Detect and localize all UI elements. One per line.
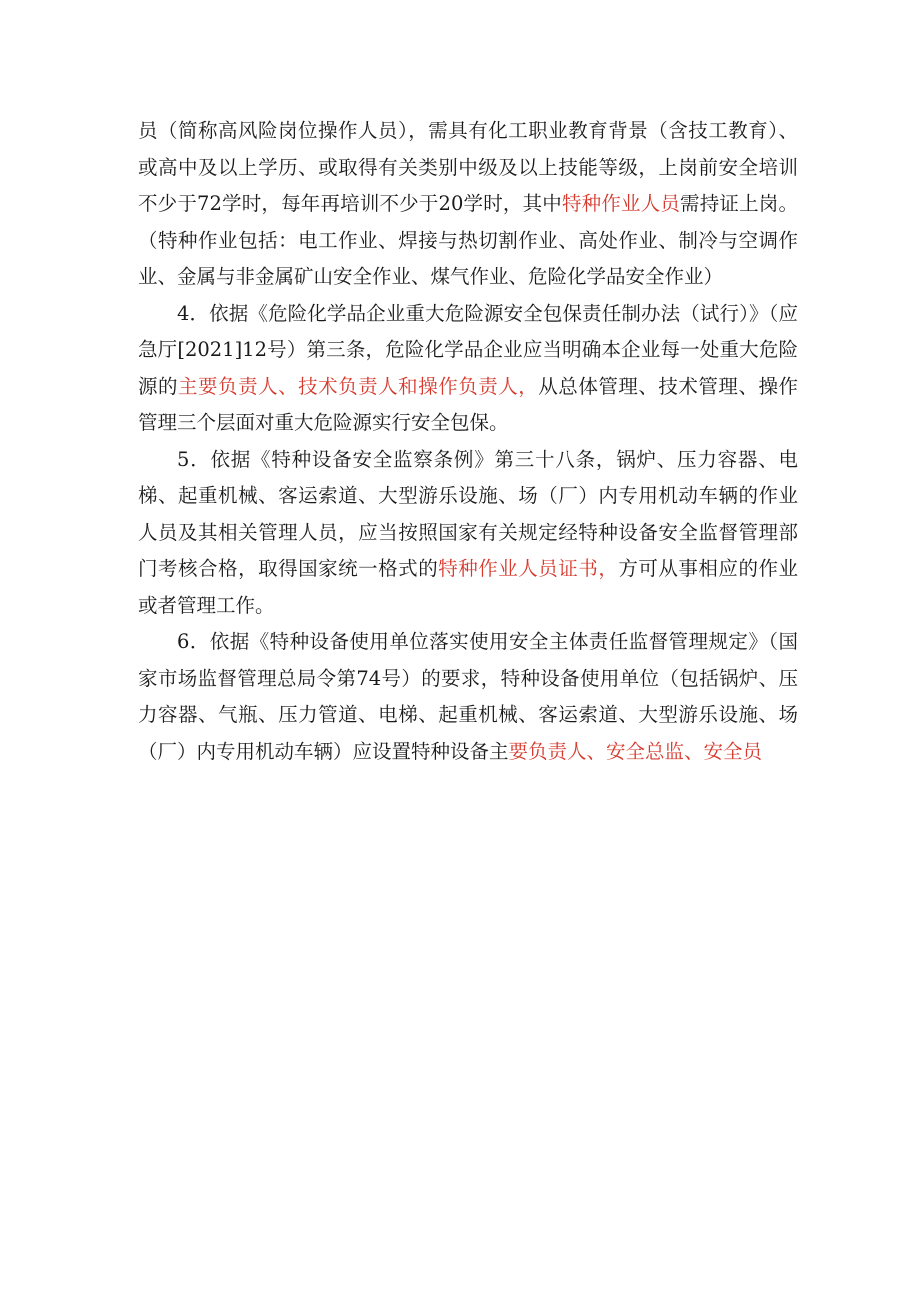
- paragraph-high-risk-operators: [138, 113, 798, 296]
- text-segment: 5．依据《特种设备安全监察条例》第三十八条，锅炉、压力容器、电梯、起重机械、客运索道、大型游乐设施、场（厂）内专用机动车辆的作业人员及其相关管理人员，应当按照国家有关规定经特种设备安全监督管理部门考核合格，取得国家统一格式的: [138, 447, 798, 580]
- highlighted-text: 要负责人、安全总监、安全员: [508, 739, 763, 763]
- text-segment: 从总体管理、技术管理、操作管理三个层面对重大危险源实行安全包保。: [138, 374, 798, 434]
- text-segment: 需持证上岗。（特种作业包括：电工作业、焊接与热切割作业、高处作业、制冷与空调作业、金属与非金属矿山安全作业、煤气作业、危险化学品安全作业）: [138, 192, 798, 288]
- paragraph-item-6: [138, 624, 798, 770]
- text-segment: 4．依据《危险化学品企业重大危险源安全包保责任制办法（试行）》（应急厅[2021]12号）第三条，危险化学品企业应当明确本企业每一处重大危险源的: [138, 301, 798, 398]
- text-segment: 员（简称高风险岗位操作人员），需具有化工职业教育背景（含技工教育）、或高中及以上学历、或取得有关类别中级及以上技能等级，上岗前安全培训不少于72学时，每年再培训不少于20学时，其中: [138, 119, 798, 215]
- text-segment: 6．依据《特种设备使用单位落实使用安全主体责任监督管理规定》（国家市场监督管理总局令第74号）的要求，特种设备使用单位（包括锅炉、压力容器、气瓶、压力管道、电梯、起重机械、客运索道、大型游乐设施、场（厂）内专用机动车辆）应设置特种设备主: [138, 630, 798, 763]
- paragraph-item-4: [138, 296, 798, 442]
- highlighted-text: 特种作业人员证书，: [438, 557, 619, 580]
- document-body: [138, 113, 798, 770]
- paragraph-item-5: [138, 442, 798, 625]
- text-segment: 方可从事相应的作业或者管理工作。: [138, 557, 798, 617]
- highlighted-text: 主要负责人、技术负责人和操作负责人，: [178, 374, 539, 398]
- highlighted-text: 特种作业人员: [561, 192, 681, 215]
